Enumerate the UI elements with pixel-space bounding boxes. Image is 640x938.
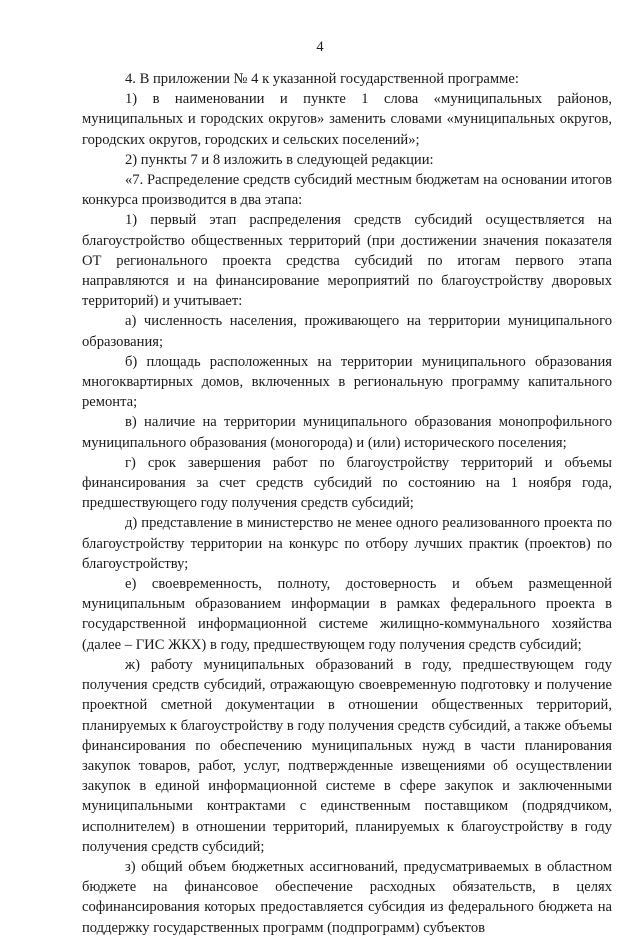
paragraph-subitem-1: 1) в наименовании и пункте 1 слова «муниципальных районов, муниципальных и городских округов» заменить словами «муниципальных округов, городских округов, городских и сельских поселений»; <box>82 91 612 148</box>
paragraph-criterion-b: б) площадь расположенных на территории муниципального образования многоквартирных домов, включенных в региональную программу капитального ремонта; <box>82 353 612 411</box>
paragraph-criterion-a: а) численность населения, проживающего на территории муниципального образования; <box>82 313 612 350</box>
paragraph-criterion-g: г) срок завершения работ по благоустройству территорий и объемы финансирования за счет средств субсидий по состоянию на 1 ноября года, предшествующего году получения средств субсидий; <box>82 454 612 512</box>
document-body <box>82 69 612 938</box>
paragraph-criterion-z: з) общий объем бюджетных ассигнований, предусматриваемых в областном бюджете на финансовое обеспечение расходных обязательств, в целях софинансирования которых предоставляется субсидия из федерального бюджета на поддержку государственных программ (подпрограмм) субъектов <box>82 858 612 936</box>
paragraph-criterion-v: в) наличие на территории муниципального образования монопрофильного муниципального образования (моногорода) и (или) исторического поселения; <box>82 414 612 451</box>
page-number: 4 <box>316 39 324 55</box>
paragraph-criterion-d: д) представление в министерство не менее одного реализованного проекта по благоустройству территории на конкурс по отбору лучших практик (проектов) по благоустройству; <box>82 515 612 572</box>
paragraph-criterion-e: е) своевременность, полноту, достоверность и объем размещенной муниципальным образованием информации в рамках федерального проекта в государственной информационной системе жилищно-коммунального хозяйства (далее – ГИС ЖКХ) в году, предшествующем году получения средств субсидий; <box>82 576 612 653</box>
paragraph-subitem-2: 2) пункты 7 и 8 изложить в следующей редакции: <box>125 151 434 168</box>
paragraph-item-4: 4. В приложении № 4 к указанной государственной программе: <box>125 71 519 87</box>
paragraph-point-7: «7. Распределение средств субсидий местным бюджетам на основании итогов конкурса производится в два этапа: <box>82 172 612 209</box>
paragraph-criterion-zh: ж) работу муниципальных образований в году, предшествующем году получения средств субсидий, отражающую своевременную подготовку и получение проектной сметной документации в отношении общественных территорий, планируемых к благоустройству в году получения средств субсидий, а также объемы финансирования по обеспечению муниципальных нужд в части планирования закупок товаров, работ, услуг, подтвержденные извещениями об осуществлении закупок в единой информационной системе в сфере закупок и заключенными муниципальными контрактами с единственным поставщиком (подрядчиком, исполнителем) в отношении территорий, планируемых к благоустройству в году получения средств субсидий; <box>82 656 612 855</box>
paragraph-first-stage: 1) первый этап распределения средств субсидий осуществляется на благоустройство общественных территорий (при достижении значения показателя ОТ регионального проекта средства субсидий по итогам первого этапа направляются и на финансирование мероприятий по благоустройству дворовых территорий) и учитывает: <box>82 212 612 310</box>
